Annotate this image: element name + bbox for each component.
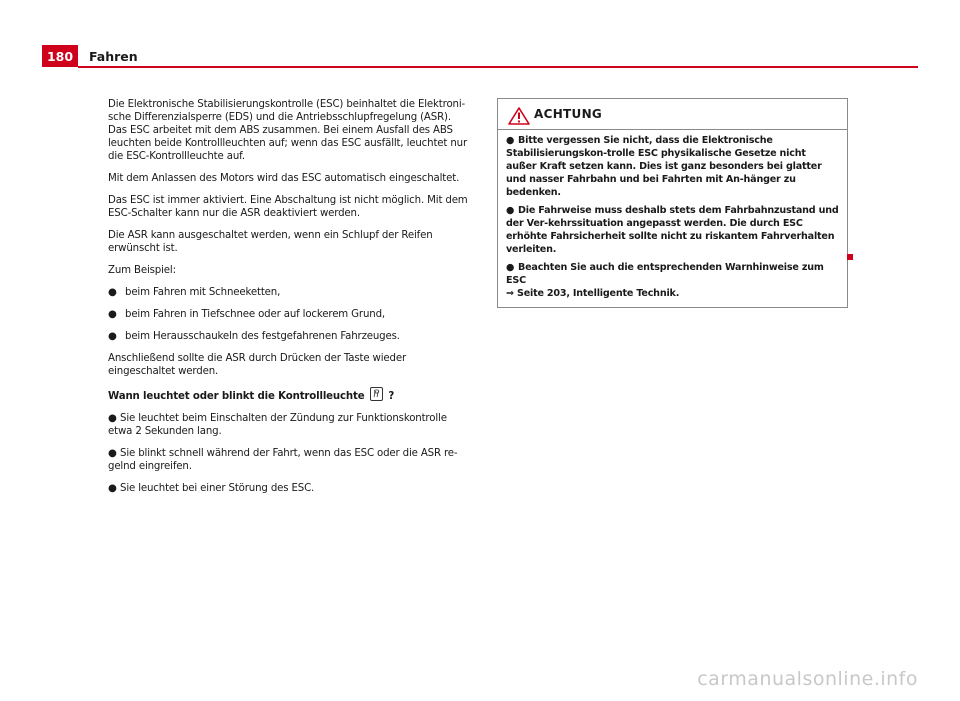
section-title: Fahren: [89, 49, 138, 64]
list-item: [108, 482, 468, 495]
page-number: 180: [42, 45, 78, 67]
paragraph: Die Elektronische Stabilisierungskontrolle (ESC) beinhaltet die Elektroni-sche Differenzialsperre (EDS) und die Antriebsschlupfregelung (ASR). Das ESC arbeitet mit dem ABS zusammen. Bei einem Ausfall des ABS leuchten beide Kontrollleuchten auf; wenn das ESC ausfällt, leuchtet nur die ESC-Kontrollleuchte auf.: [108, 99, 467, 162]
list-item: [108, 330, 468, 343]
paragraph: Zum Beispiel:: [108, 265, 176, 276]
bullet-icon: ●: [108, 413, 117, 424]
section-end-marker: [847, 254, 853, 260]
bullet-icon: ●: [506, 262, 515, 273]
warning-item: [506, 261, 839, 300]
bullet-icon: ●: [506, 135, 515, 146]
list-item-text: beim Herausschaukeln des festgefahrenen Fahrzeuges.: [125, 331, 400, 342]
paragraph: Mit dem Anlassen des Motors wird das ESC automatisch eingeschaltet.: [108, 173, 460, 184]
list-item: [108, 447, 468, 473]
list-item: [108, 308, 468, 321]
esc-lamp-icon: [370, 387, 383, 401]
warning-item: [506, 204, 839, 256]
page-reference-link[interactable]: ⇒ Seite 203, Intelligente Technik.: [506, 288, 680, 299]
warning-item-text: Bitte vergessen Sie nicht, dass die Elektronische Stabilisierungskon-trolle ESC physikalische Gesetze nicht außer Kraft setzen kann. Dies ist ganz besonders bei glatter und nasser Fahrbahn und bei Fahrten mit An-hänger zu bedenken.: [506, 135, 822, 198]
list-item-text: Sie leuchtet beim Einschalten der Zündung zur Funktionskontrolle etwa 2 Sekunden lang.: [108, 413, 447, 437]
list-item: [108, 286, 468, 299]
warning-triangle-icon: [508, 107, 530, 125]
warning-item-text: Beachten Sie auch die entsprechenden Warnhinweise zum ESC: [506, 262, 824, 286]
warning-body: [498, 130, 847, 307]
bullet-icon: ●: [108, 331, 117, 342]
subheading: [108, 387, 468, 403]
list-item-text: Sie leuchtet bei einer Störung des ESC.: [120, 483, 315, 494]
list-item: [108, 412, 468, 438]
header-divider: [78, 66, 918, 68]
paragraph: Anschließend sollte die ASR durch Drücken der Taste wieder eingeschaltet werden.: [108, 353, 406, 377]
bullet-icon: ●: [506, 205, 515, 216]
bullet-icon: ●: [108, 483, 117, 494]
warning-item-text: Die Fahrweise muss deshalb stets dem Fahrbahnzustand und der Ver-kehrssituation angepasst werden. Die durch ESC erhöhte Fahrsicherheit sollte nicht zu riskantem Fahrverhalten verleiten.: [506, 205, 839, 255]
paragraph: Das ESC ist immer aktiviert. Eine Abschaltung ist nicht möglich. Mit dem ESC-Schalter kann nur die ASR deaktiviert werden.: [108, 195, 468, 219]
paragraph: Die ASR kann ausgeschaltet werden, wenn ein Schlupf der Reifen erwünscht ist.: [108, 230, 433, 254]
list-item-text: beim Fahren in Tiefschnee oder auf lockerem Grund,: [125, 309, 385, 320]
warning-box: [497, 98, 848, 308]
bullet-icon: ●: [108, 448, 117, 459]
bullet-icon: ●: [108, 287, 117, 298]
subheading-end: ?: [388, 391, 395, 402]
bullet-icon: ●: [108, 309, 117, 320]
subheading-text: Wann leuchtet oder blinkt die Kontrollleuchte: [108, 391, 365, 402]
left-column: [108, 98, 468, 504]
list-item-text: Sie blinkt schnell während der Fahrt, wenn das ESC oder die ASR re-gelnd eingreifen.: [108, 448, 458, 472]
list-item-text: beim Fahren mit Schneeketten,: [125, 287, 281, 298]
watermark: carmanualsonline.info: [697, 668, 918, 690]
warning-header: [498, 99, 847, 130]
warning-title: ACHTUNG: [534, 107, 603, 121]
warning-item: [506, 134, 839, 199]
